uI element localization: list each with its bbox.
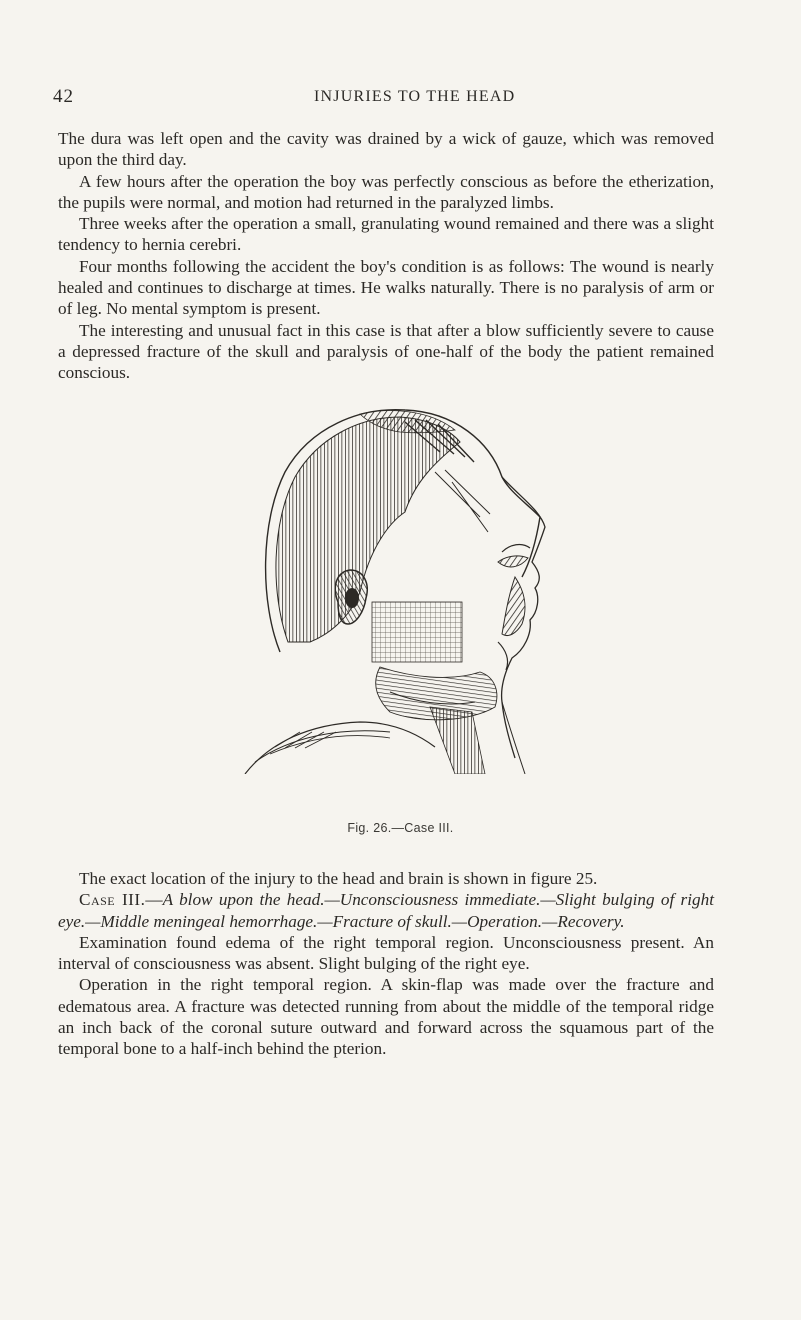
lower-text <box>58 868 714 1060</box>
paragraph: Operation in the right temporal region. A skin-flap was made over the fracture and edematous area. A fracture was detected running from about the middle of the temporal ridge an inch back of the coronal suture outward and forward across the squamous part of the temporal bone to a half-inch behind the pterion. <box>58 975 714 1059</box>
paragraph: The dura was left open and the cavity was drained by a wick of gauze, which was removed upon the third day. <box>58 129 714 170</box>
upper-text <box>58 128 714 384</box>
page-number: 42 <box>53 86 74 107</box>
case-title: A blow upon the head.—Unconsciousness immediate.—Slight bulging of right eye.—Middle meningeal hemorrhage.—Fracture of skull.—Operation.—Recovery. <box>58 890 714 931</box>
running-title: INJURIES TO THE HEAD <box>314 88 516 105</box>
paragraph: A few hours after the operation the boy was perfectly conscious as before the etherization, the pupils were normal, and motion had returned in the paralyzed limbs. <box>58 171 714 212</box>
paragraph: Three weeks after the operation a small, granulating wound remained and there was a slight tendency to hernia cerebri. <box>58 214 714 255</box>
case-heading-paragraph <box>58 889 714 932</box>
figure-caption: Fig. 26.—Case III. <box>347 821 454 835</box>
paragraph: Four months following the accident the boy's condition is as follows: The wound is nearly healed and continues to discharge at times. He walks naturally. There is no paralysis of arm or of leg. No mental symptom is present. <box>58 256 714 319</box>
paragraph: Examination found edema of the right temporal region. Unconsciousness present. An interval of consciousness was absent. Slight bulging of the right eye. <box>58 932 714 974</box>
paragraph: The exact location of the injury to the head and brain is shown in figure 25. <box>79 869 598 888</box>
case-dash: — <box>145 890 163 910</box>
head-illustration <box>240 402 570 774</box>
case-label: Case III. <box>79 890 146 910</box>
running-head <box>0 86 801 112</box>
paragraph: The interesting and unusual fact in this case is that after a blow sufficiently severe to cause a depressed fracture of the skull and paralysis of one-half of the body the patient remained conscious. <box>58 320 714 383</box>
